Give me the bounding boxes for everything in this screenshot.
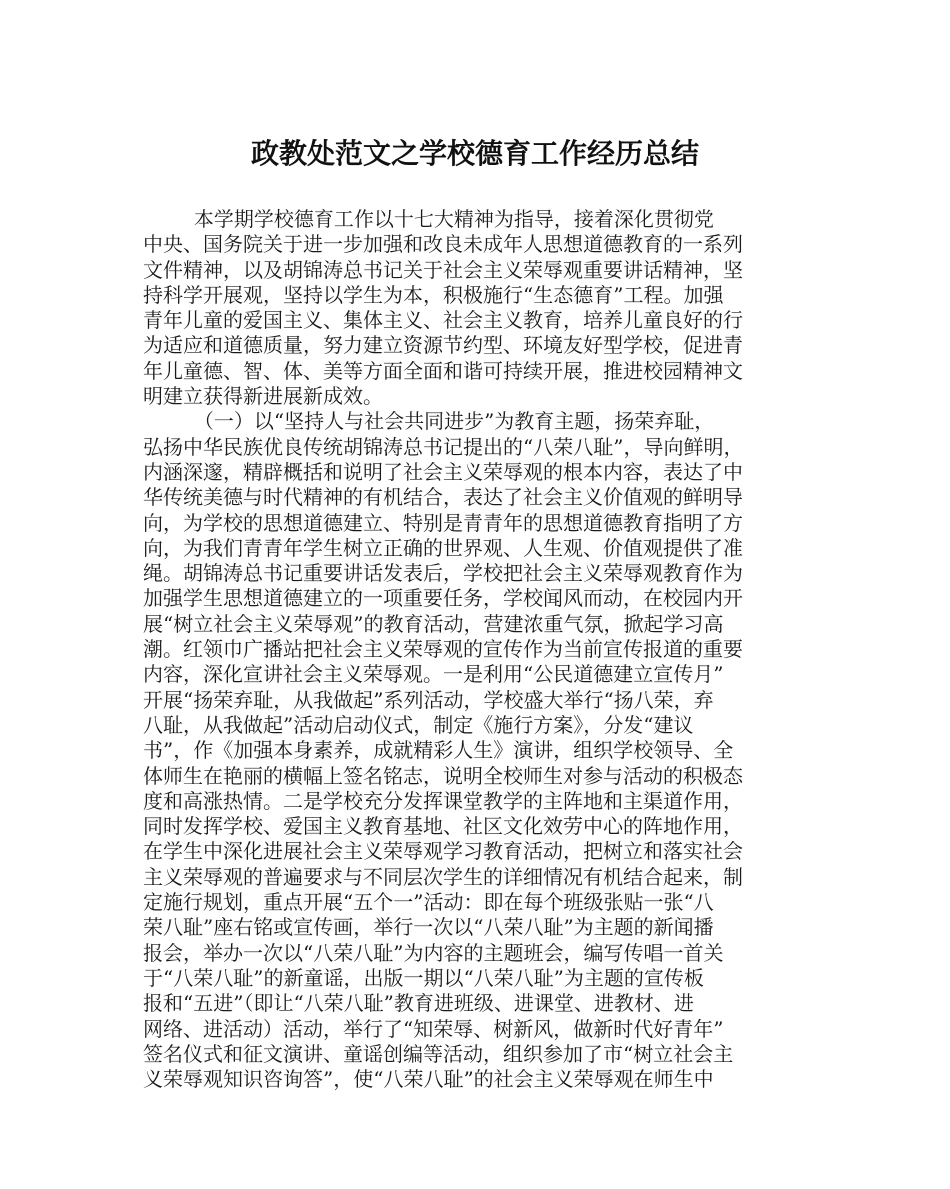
document-body <box>143 207 819 1092</box>
paragraph-intro: 本学期学校德育工作以十七大精神为指导，接着深化贯彻党 中央、国务院关于进一步加强和改良未成年人思想道德教育的一系列 文件精神，以及胡锦涛总书记关于社会主义荣辱观重要讲话精神，坚 持科学开展观，坚持以学生为本，积极施行“生态德育”工程。加强 青年儿童的爱国主义、集体主义、社会主义教育，培养儿童良好的行 为适应和道德质量，努力建立资源节约型、环境友好型学校，促进青 年儿童德、智、体、美等方面全面和谐可持续开展，推进校园精神文 明建立获得新进展新成效。 <box>143 207 743 409</box>
paragraph-section-1: （一）以“坚持人与社会共同进步”为教育主题，扬荣弃耻， 弘扬中华民族优良传统胡锦涛总书记提出的“八荣八耻”，导向鲜明， 内涵深邃，精辟概括和说明了社会主义荣辱观的根本内容，表达了中 华传统美德与时代精神的有机结合，表达了社会主义价值观的鲜明导 向，为学校的思想道德建立、特别是青青年的思想道德教育指明了方 向，为我们青青年学生树立正确的世界观、人生观、价值观提供了准 绳。胡锦涛总书记重要讲话发表后，学校把社会主义荣辱观教育作为 加强学生思想道德建立的一项重要任务，学校闻风而动，在校园内开 展“树立社会主义荣辱观”的教育活动，营建浓重气氛，掀起学习高 潮。红领巾广播站把社会主义荣辱观的宣传作为当前宣传报道的重要 内容，深化宣讲社会主义荣辱观。一是利用“公民道德建立宣传月” 开展“扬荣弃耻，从我做起”系列活动，学校盛大举行“扬八荣，弃 八耻，从我做起”活动启动仪式，制定《施行方案》，分发“建议 书”，作《加强本身素养，成就精彩人生》演讲，组织学校领导、全 体师生在艳丽的横幅上签名铭志，说明全校师生对参与活动的积极态 度和高涨热情。二是学校充分发挥课堂教学的主阵地和主渠道作用， 同时发挥学校、爱国主义教育基地、社区文化效劳中心的阵地作用， 在学生中深化进展社会主义荣辱观学习教育活动，把树立和落实社会 主义荣辱观的普遍要求与不同层次学生的详细情况有机结合起来，制 定施行规划，重点开展“五个一”活动：即在每个班级张贴一张“八 荣八耻”座右铭或宣传画，举行一次以“八荣八耻”为主题的新闻播 报会，举办一次以“八荣八耻”为内容的主题班会，编写传唱一首关 于“八荣八耻”的新童谣，出版一期以“八荣八耻”为主题的宣传板 报和“五进”（即让“八荣八耻”教育进班级、进课堂、进教材、进 网络、进活动）活动，举行了“知荣辱、树新风，做新时代好青年” 签名仪式和征文演讲、童谣创编等活动，组织参加了市“树立社会主 义荣辱观知识咨询答”，使“八荣八耻”的社会主义荣辱观在师生中 <box>143 409 744 1092</box>
document-title: 政教处范文之学校德育工作经历总结 <box>250 137 699 170</box>
